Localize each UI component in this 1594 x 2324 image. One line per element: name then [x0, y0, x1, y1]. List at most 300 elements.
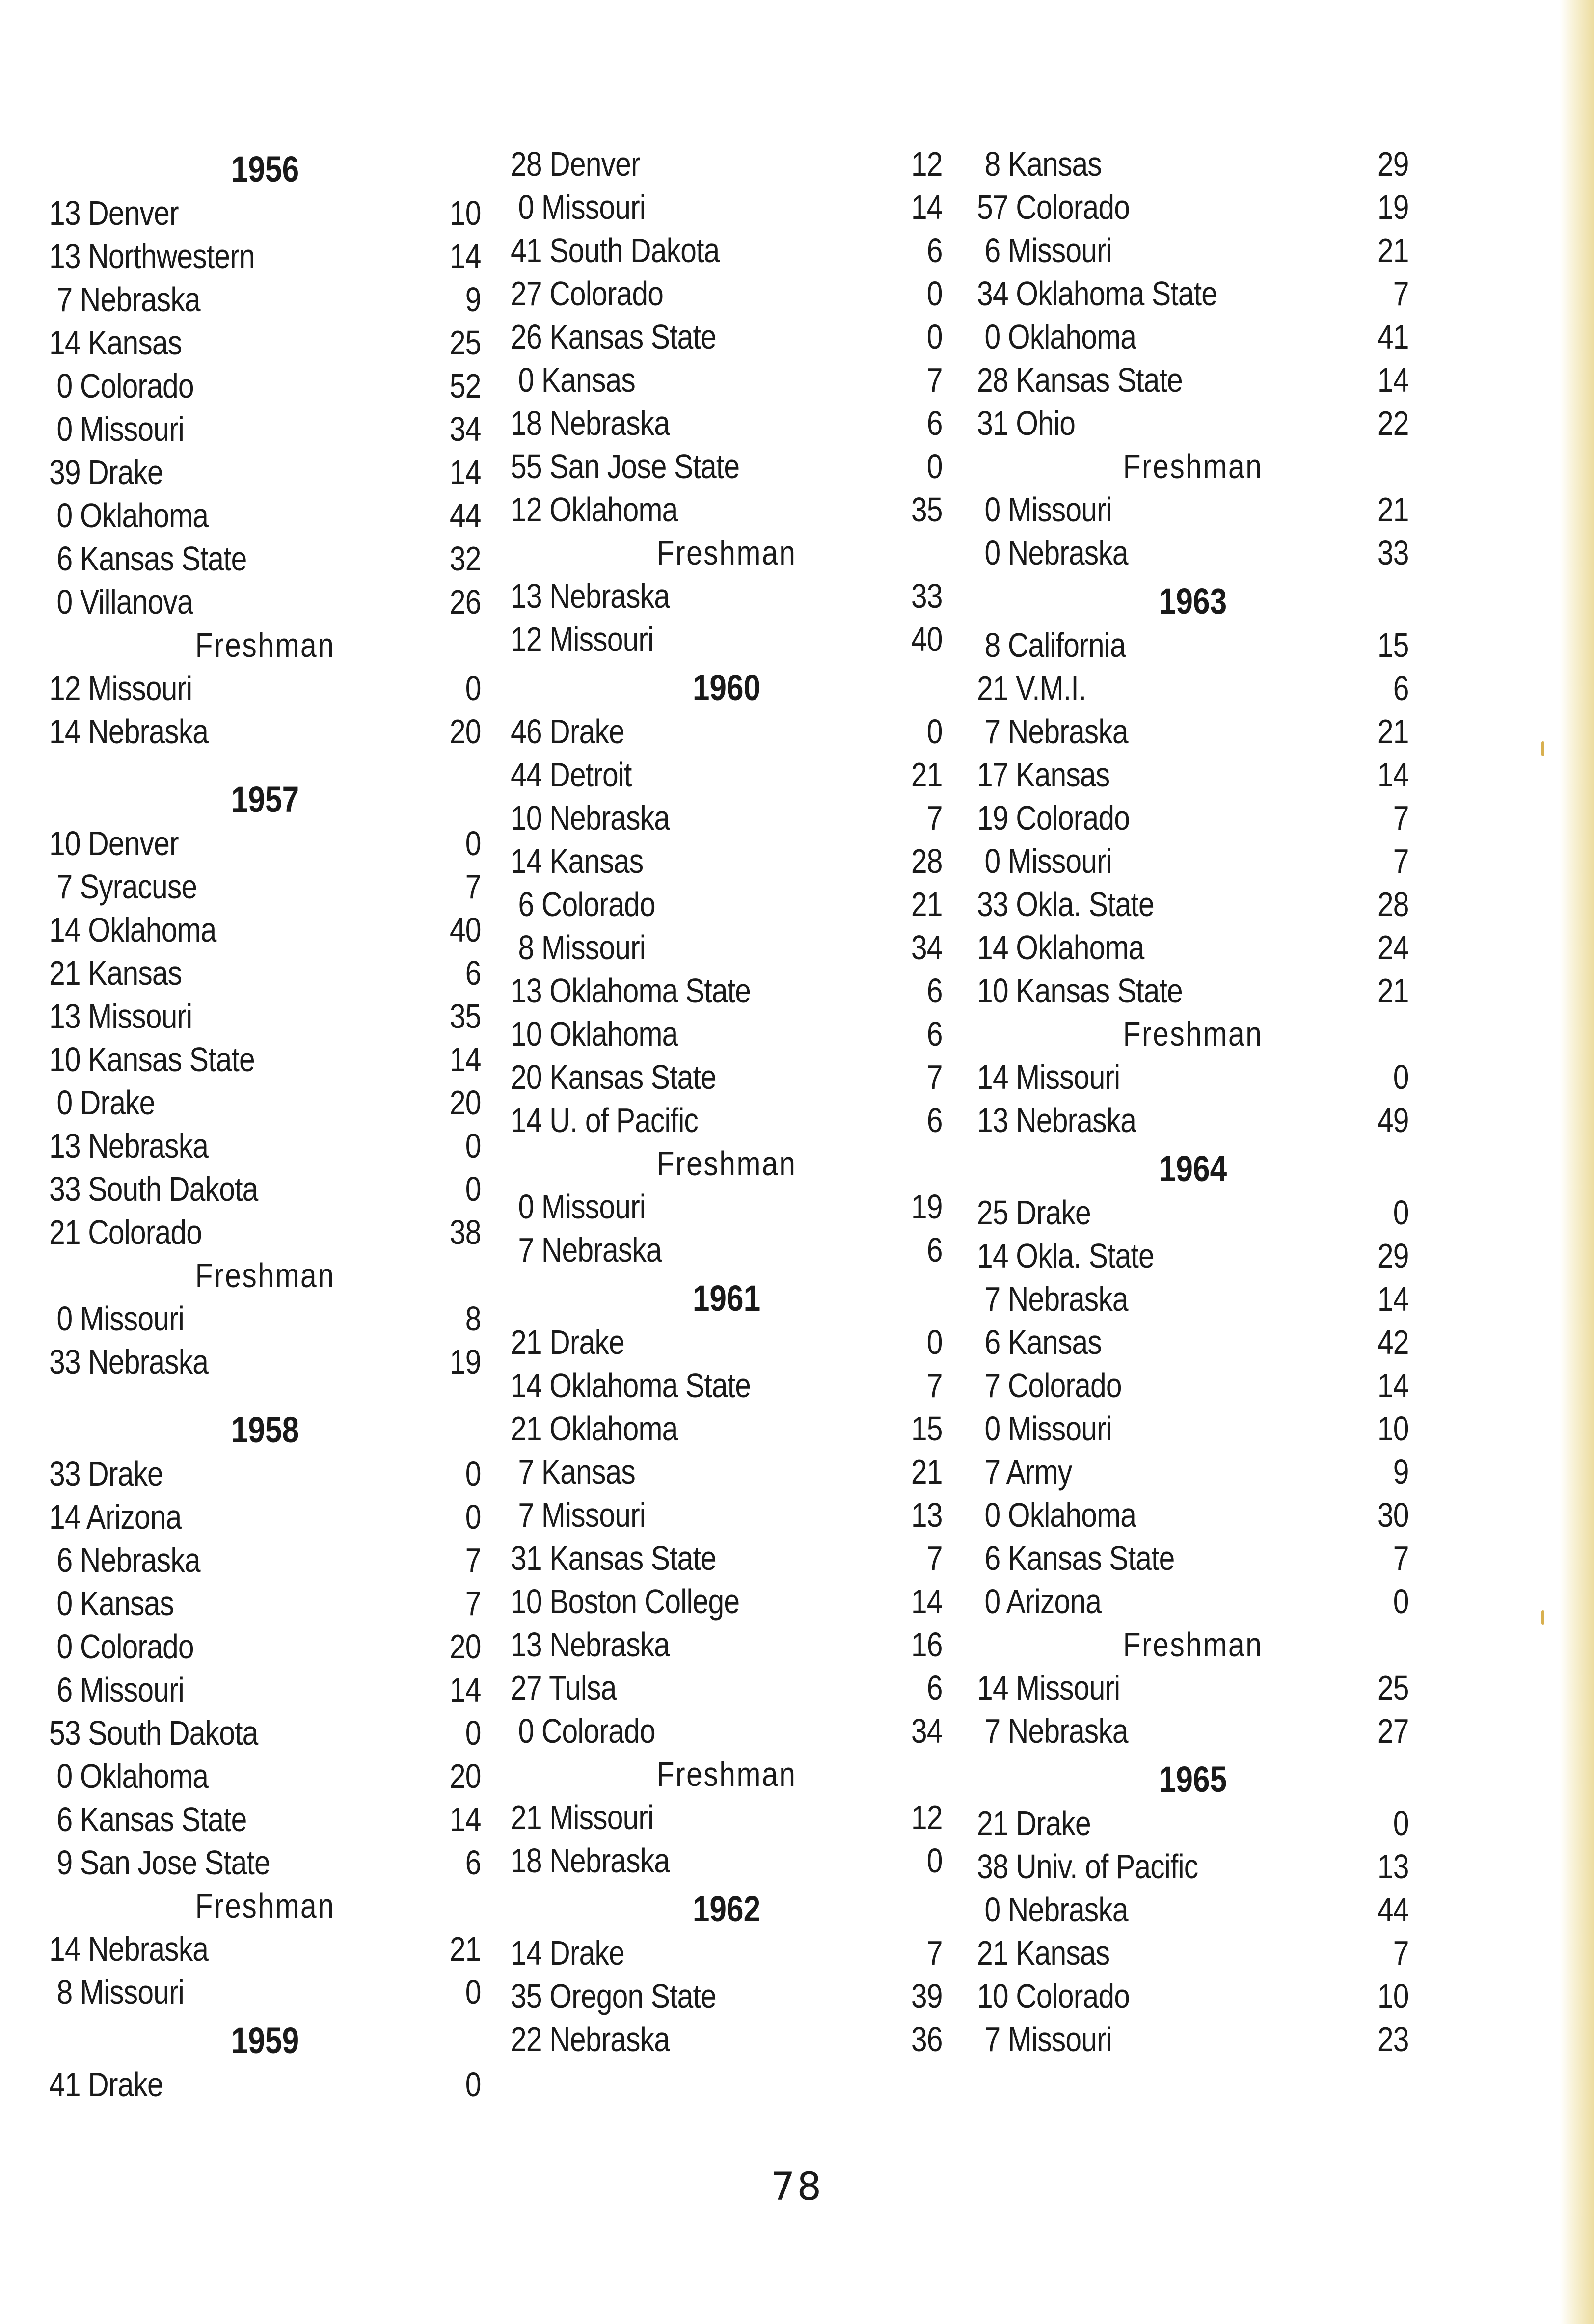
game-score-opponent: 0 Arizona: [977, 1582, 1102, 1621]
opponent-score: 7: [1393, 842, 1409, 880]
game-score-opponent: 10 Boston College: [511, 1582, 740, 1621]
opponent-score: 6: [1393, 669, 1409, 707]
opponent-score: 23: [1377, 2020, 1409, 2058]
opponent-score: 6: [465, 1843, 481, 1882]
game-row: [511, 2018, 943, 2061]
game-row: [511, 618, 943, 661]
freshman-heading: Freshman: [656, 534, 797, 572]
game-row: [977, 2018, 1409, 2061]
game-score-opponent: 0 Colorado: [49, 367, 194, 405]
opponent-score: 29: [1377, 1237, 1409, 1275]
game-row: [511, 1623, 943, 1666]
game-row: [511, 142, 943, 186]
game-score-opponent: 0 Villanova: [49, 583, 193, 621]
game-score-opponent: 12 Missouri: [49, 669, 192, 707]
game-score-opponent: 6 Colorado: [511, 885, 655, 923]
game-row: [977, 402, 1409, 445]
game-score-opponent: 10 Colorado: [977, 1977, 1130, 2015]
opponent-score: 12: [911, 1798, 943, 1837]
edge-mark: [1541, 1610, 1544, 1625]
opponent-score: 7: [926, 1934, 943, 1972]
opponent-score: 19: [1377, 188, 1409, 226]
game-row: [977, 1493, 1409, 1537]
game-score-opponent: 27 Colorado: [511, 274, 664, 313]
opponent-score: 10: [449, 194, 481, 232]
game-row: [511, 1537, 943, 1580]
opponent-score: 21: [1377, 231, 1409, 270]
opponent-score: 14: [449, 453, 481, 491]
opponent-score: 0: [465, 1498, 481, 1536]
game-row: [49, 1668, 481, 1711]
opponent-score: 30: [1377, 1496, 1409, 1534]
game-score-opponent: 7 Syracuse: [49, 867, 197, 906]
game-score-opponent: 13 Nebraska: [511, 577, 670, 615]
game-row: [511, 796, 943, 839]
opponent-score: 38: [449, 1213, 481, 1251]
game-row: [977, 710, 1409, 753]
game-row: [977, 1277, 1409, 1321]
game-score-opponent: 10 Nebraska: [511, 799, 670, 837]
game-score-opponent: 14 Missouri: [977, 1669, 1120, 1707]
game-row: [977, 1802, 1409, 1845]
game-row: [977, 1364, 1409, 1407]
game-score-opponent: 0 Kansas: [511, 361, 635, 399]
opponent-score: 19: [449, 1343, 481, 1381]
opponent-score: 26: [449, 583, 481, 621]
game-score-opponent: 33 Okla. State: [977, 885, 1154, 923]
opponent-score: 20: [449, 1757, 481, 1795]
opponent-score: 0: [926, 318, 943, 356]
game-row: [49, 667, 481, 710]
game-score-opponent: 13 Denver: [49, 194, 179, 232]
opponent-score: 6: [926, 404, 943, 442]
opponent-score: 14: [1377, 1366, 1409, 1405]
opponent-score: 13: [1377, 1847, 1409, 1886]
game-score-opponent: 0 Oklahoma: [49, 496, 209, 535]
game-score-opponent: 0 Nebraska: [977, 534, 1128, 572]
game-score-opponent: 0 Missouri: [977, 842, 1112, 880]
opponent-score: 15: [911, 1409, 943, 1448]
game-score-opponent: 14 Nebraska: [49, 712, 209, 751]
game-score-opponent: 10 Oklahoma: [511, 1015, 678, 1053]
opponent-score: 9: [465, 280, 481, 319]
opponent-score: 21: [1377, 712, 1409, 751]
game-score-opponent: 7 Army: [977, 1453, 1072, 1491]
game-row: [511, 488, 943, 531]
opponent-score: 25: [449, 324, 481, 362]
game-score-opponent: 12 Missouri: [511, 620, 654, 658]
game-score-opponent: 21 Oklahoma: [511, 1409, 678, 1448]
opponent-score: 29: [1377, 145, 1409, 183]
opponent-score: 7: [1393, 1539, 1409, 1577]
opponent-score: 12: [911, 145, 943, 183]
season-year-heading: 1960: [692, 667, 761, 708]
opponent-score: 14: [449, 1040, 481, 1079]
game-row: [511, 969, 943, 1012]
game-score-opponent: 6 Kansas: [977, 1323, 1102, 1361]
game-row: [511, 753, 943, 796]
game-row: [977, 1191, 1409, 1234]
game-row: [977, 1709, 1409, 1753]
opponent-score: 35: [911, 490, 943, 529]
game-row: [511, 186, 943, 229]
game-row: [511, 1974, 943, 2018]
game-score-opponent: 7 Missouri: [977, 2020, 1112, 2058]
game-row: [977, 753, 1409, 796]
game-score-opponent: 13 Oklahoma State: [511, 972, 751, 1010]
opponent-score: 7: [1393, 799, 1409, 837]
opponent-score: 34: [911, 1712, 943, 1750]
game-score-opponent: 41 South Dakota: [511, 231, 720, 270]
opponent-score: 6: [926, 231, 943, 270]
opponent-score: 8: [465, 1299, 481, 1338]
game-score-opponent: 6 Kansas State: [49, 540, 247, 578]
game-row: [977, 488, 1409, 531]
opponent-score: 13: [911, 1496, 943, 1534]
season-year-heading: 1957: [231, 779, 299, 820]
game-row: [511, 445, 943, 488]
game-score-opponent: 18 Nebraska: [511, 404, 670, 442]
game-score-opponent: 27 Tulsa: [511, 1669, 617, 1707]
game-row: [977, 229, 1409, 272]
game-row: [977, 1888, 1409, 1931]
game-row: [511, 1580, 943, 1623]
game-score-opponent: 14 Drake: [511, 1934, 624, 1972]
game-row: [977, 272, 1409, 315]
game-score-opponent: 21 Drake: [511, 1323, 624, 1361]
season-year-heading: 1965: [1159, 1759, 1227, 1800]
game-score-opponent: 21 Kansas: [49, 954, 182, 992]
game-row: [49, 278, 481, 321]
game-row: [511, 315, 943, 358]
opponent-score: 21: [911, 1453, 943, 1491]
game-row: [977, 667, 1409, 710]
game-row: [49, 1798, 481, 1841]
game-row: [511, 1796, 943, 1839]
game-row: [977, 1407, 1409, 1450]
game-score-opponent: 39 Drake: [49, 453, 163, 491]
game-score-opponent: 0 Oklahoma: [977, 1496, 1136, 1534]
game-row: [49, 1452, 481, 1495]
freshman-heading: Freshman: [656, 1144, 797, 1183]
game-row: [511, 1709, 943, 1753]
game-row: [49, 1167, 481, 1211]
opponent-score: 10: [1377, 1409, 1409, 1448]
freshman-heading: Freshman: [1123, 1015, 1263, 1053]
game-score-opponent: 0 Missouri: [49, 1299, 185, 1338]
game-score-opponent: 7 Nebraska: [511, 1231, 662, 1269]
game-row: [49, 191, 481, 235]
game-score-opponent: 34 Oklahoma State: [977, 274, 1217, 313]
opponent-score: 0: [926, 447, 943, 486]
opponent-score: 25: [1377, 1669, 1409, 1707]
game-score-opponent: 7 Nebraska: [977, 1280, 1128, 1318]
freshman-heading: Freshman: [1123, 447, 1263, 486]
game-row: [49, 235, 481, 278]
game-score-opponent: 21 Kansas: [977, 1934, 1110, 1972]
game-row: [49, 951, 481, 995]
game-row: [49, 1297, 481, 1340]
game-row: [49, 995, 481, 1038]
freshman-heading: Freshman: [1123, 1625, 1263, 1664]
game-score-opponent: 53 South Dakota: [49, 1714, 258, 1752]
game-score-opponent: 28 Kansas State: [977, 361, 1183, 399]
opponent-score: 14: [911, 1582, 943, 1621]
opponent-score: 35: [449, 997, 481, 1035]
game-row: [511, 1321, 943, 1364]
freshman-heading: Freshman: [195, 626, 335, 664]
game-score-opponent: 14 Nebraska: [49, 1930, 209, 1968]
opponent-score: 44: [1377, 1891, 1409, 1929]
opponent-score: 7: [926, 1539, 943, 1577]
game-row: [49, 1927, 481, 1971]
season-year-heading: 1958: [231, 1409, 299, 1450]
game-row: [511, 1407, 943, 1450]
opponent-score: 0: [465, 824, 481, 863]
opponent-score: 27: [1377, 1712, 1409, 1750]
opponent-score: 7: [465, 1584, 481, 1622]
season-year-heading: 1962: [692, 1889, 761, 1929]
game-row: [511, 1450, 943, 1493]
game-row: [511, 272, 943, 315]
game-row: [511, 1099, 943, 1142]
opponent-score: 34: [449, 410, 481, 448]
game-score-opponent: 10 Kansas State: [49, 1040, 255, 1079]
game-row: [511, 574, 943, 618]
opponent-score: 0: [465, 1973, 481, 2011]
game-score-opponent: 0 Nebraska: [977, 1891, 1128, 1929]
game-score-opponent: 0 Colorado: [49, 1627, 194, 1666]
game-row: [49, 494, 481, 537]
game-score-opponent: 0 Missouri: [511, 188, 646, 226]
opponent-score: 0: [926, 274, 943, 313]
page-edge: [1560, 0, 1594, 2324]
opponent-score: 7: [926, 1366, 943, 1405]
opponent-score: 20: [449, 1083, 481, 1122]
game-score-opponent: 13 Missouri: [49, 997, 192, 1035]
game-row: [977, 969, 1409, 1012]
opponent-score: 49: [1377, 1101, 1409, 1139]
game-score-opponent: 31 Kansas State: [511, 1539, 716, 1577]
season-year-heading: 1963: [1159, 581, 1227, 622]
game-score-opponent: 14 Oklahoma: [977, 928, 1144, 967]
game-score-opponent: 7 Missouri: [511, 1496, 646, 1534]
opponent-score: 7: [1393, 274, 1409, 313]
game-score-opponent: 7 Nebraska: [49, 280, 200, 319]
opponent-score: 0: [465, 1714, 481, 1752]
opponent-score: 20: [449, 1627, 481, 1666]
game-score-opponent: 0 Missouri: [977, 1409, 1112, 1448]
game-score-opponent: 0 Drake: [49, 1083, 155, 1122]
opponent-score: 7: [926, 1058, 943, 1096]
opponent-score: 22: [1377, 404, 1409, 442]
opponent-score: 52: [449, 367, 481, 405]
results-column-1: [49, 142, 481, 2106]
game-score-opponent: 8 Missouri: [511, 928, 646, 967]
game-score-opponent: 19 Colorado: [977, 799, 1130, 837]
spacer: [49, 753, 481, 773]
game-row: [977, 142, 1409, 186]
opponent-score: 14: [1377, 361, 1409, 399]
game-score-opponent: 14 Okla. State: [977, 1237, 1154, 1275]
page-number: 78: [770, 2165, 824, 2209]
game-score-opponent: 26 Kansas State: [511, 318, 716, 356]
opponent-score: 32: [449, 540, 481, 578]
game-score-opponent: 14 U. of Pacific: [511, 1101, 699, 1139]
game-score-opponent: 8 Kansas: [977, 145, 1102, 183]
game-row: [49, 1841, 481, 1884]
game-score-opponent: 6 Missouri: [977, 231, 1112, 270]
game-row: [49, 710, 481, 753]
opponent-score: 20: [449, 712, 481, 751]
game-row: [511, 1055, 943, 1099]
game-score-opponent: 0 Missouri: [49, 410, 185, 448]
opponent-score: 7: [465, 867, 481, 906]
game-row: [49, 1711, 481, 1755]
game-score-opponent: 14 Missouri: [977, 1058, 1120, 1096]
game-row: [977, 1845, 1409, 1888]
game-row: [977, 1450, 1409, 1493]
game-score-opponent: 13 Northwestern: [49, 237, 255, 275]
season-year-heading: 1959: [231, 2020, 299, 2061]
game-row: [977, 531, 1409, 574]
opponent-score: 14: [449, 1671, 481, 1709]
game-row: [49, 1755, 481, 1798]
game-row: [977, 796, 1409, 839]
game-score-opponent: 6 Kansas State: [977, 1539, 1175, 1577]
game-score-opponent: 10 Denver: [49, 824, 179, 863]
game-score-opponent: 14 Oklahoma State: [511, 1366, 751, 1405]
opponent-score: 14: [449, 1800, 481, 1838]
game-score-opponent: 7 Kansas: [511, 1453, 635, 1491]
game-row: [977, 1537, 1409, 1580]
opponent-score: 14: [1377, 756, 1409, 794]
game-score-opponent: 55 San Jose State: [511, 447, 740, 486]
opponent-score: 7: [465, 1541, 481, 1579]
game-row: [977, 1321, 1409, 1364]
game-row: [511, 1839, 943, 1882]
game-row: [49, 407, 481, 451]
opponent-score: 21: [911, 756, 943, 794]
results-column-3: [977, 142, 1409, 2061]
opponent-score: 41: [1377, 318, 1409, 356]
opponent-score: 16: [911, 1625, 943, 1664]
game-row: [977, 315, 1409, 358]
game-score-opponent: 18 Nebraska: [511, 1841, 670, 1880]
game-score-opponent: 44 Detroit: [511, 756, 632, 794]
game-score-opponent: 0 Missouri: [511, 1188, 646, 1226]
opponent-score: 0: [1393, 1582, 1409, 1621]
game-score-opponent: 31 Ohio: [977, 404, 1076, 442]
game-row: [977, 839, 1409, 883]
opponent-score: 14: [449, 237, 481, 275]
game-score-opponent: 7 Colorado: [977, 1366, 1122, 1405]
opponent-score: 0: [1393, 1193, 1409, 1232]
game-score-opponent: 0 Kansas: [49, 1584, 174, 1622]
game-score-opponent: 21 Drake: [977, 1804, 1091, 1842]
game-row: [49, 1081, 481, 1124]
opponent-score: 28: [911, 842, 943, 880]
opponent-score: 6: [926, 1101, 943, 1139]
edge-mark: [1541, 741, 1544, 756]
opponent-score: 21: [911, 885, 943, 923]
game-row: [49, 1971, 481, 2014]
opponent-score: 0: [926, 1841, 943, 1880]
opponent-score: 21: [449, 1930, 481, 1968]
game-row: [511, 358, 943, 402]
game-row: [511, 926, 943, 969]
game-score-opponent: 14 Oklahoma: [49, 911, 216, 949]
game-score-opponent: 6 Missouri: [49, 1671, 185, 1709]
game-row: [49, 1582, 481, 1625]
opponent-score: 34: [911, 928, 943, 967]
opponent-score: 21: [1377, 490, 1409, 529]
game-score-opponent: 33 Drake: [49, 1455, 163, 1493]
season-year-heading: 1964: [1159, 1148, 1227, 1189]
opponent-score: 0: [465, 1170, 481, 1208]
game-row: [49, 1340, 481, 1383]
game-row: [511, 1493, 943, 1537]
opponent-score: 14: [911, 188, 943, 226]
game-row: [49, 364, 481, 407]
opponent-score: 0: [465, 1127, 481, 1165]
game-score-opponent: 7 Nebraska: [977, 1712, 1128, 1750]
game-score-opponent: 38 Univ. of Pacific: [977, 1847, 1198, 1886]
opponent-score: 7: [1393, 1934, 1409, 1972]
game-score-opponent: 25 Drake: [977, 1193, 1091, 1232]
game-row: [977, 186, 1409, 229]
game-row: [49, 1124, 481, 1167]
opponent-score: 6: [926, 1669, 943, 1707]
game-score-opponent: 22 Nebraska: [511, 2020, 670, 2058]
game-row: [977, 1099, 1409, 1142]
game-row: [511, 839, 943, 883]
game-row: [511, 229, 943, 272]
game-row: [977, 926, 1409, 969]
spacer: [49, 1383, 481, 1403]
game-score-opponent: 12 Oklahoma: [511, 490, 678, 529]
freshman-heading: Freshman: [195, 1887, 335, 1925]
game-row: [49, 1625, 481, 1668]
opponent-score: 15: [1377, 626, 1409, 664]
game-row: [977, 358, 1409, 402]
results-column-2: [511, 142, 943, 2061]
opponent-score: 39: [911, 1977, 943, 2015]
game-score-opponent: 35 Oregon State: [511, 1977, 716, 2015]
game-row: [511, 1228, 943, 1271]
opponent-score: 6: [926, 1015, 943, 1053]
freshman-heading: Freshman: [656, 1755, 797, 1793]
game-row: [49, 451, 481, 494]
game-score-opponent: 13 Nebraska: [49, 1127, 209, 1165]
opponent-score: 0: [465, 2065, 481, 2104]
freshman-heading: Freshman: [195, 1256, 335, 1295]
game-score-opponent: 0 Colorado: [511, 1712, 655, 1750]
opponent-score: 36: [911, 2020, 943, 2058]
game-row: [977, 1234, 1409, 1277]
game-score-opponent: 20 Kansas State: [511, 1058, 716, 1096]
game-score-opponent: 6 Nebraska: [49, 1541, 200, 1579]
game-score-opponent: 0 Oklahoma: [49, 1757, 209, 1795]
game-row: [511, 1012, 943, 1055]
opponent-score: 0: [1393, 1058, 1409, 1096]
game-score-opponent: 17 Kansas: [977, 756, 1110, 794]
game-score-opponent: 10 Kansas State: [977, 972, 1183, 1010]
game-row: [49, 822, 481, 865]
game-row: [511, 402, 943, 445]
opponent-score: 40: [911, 620, 943, 658]
game-score-opponent: 9 San Jose State: [49, 1843, 270, 1882]
